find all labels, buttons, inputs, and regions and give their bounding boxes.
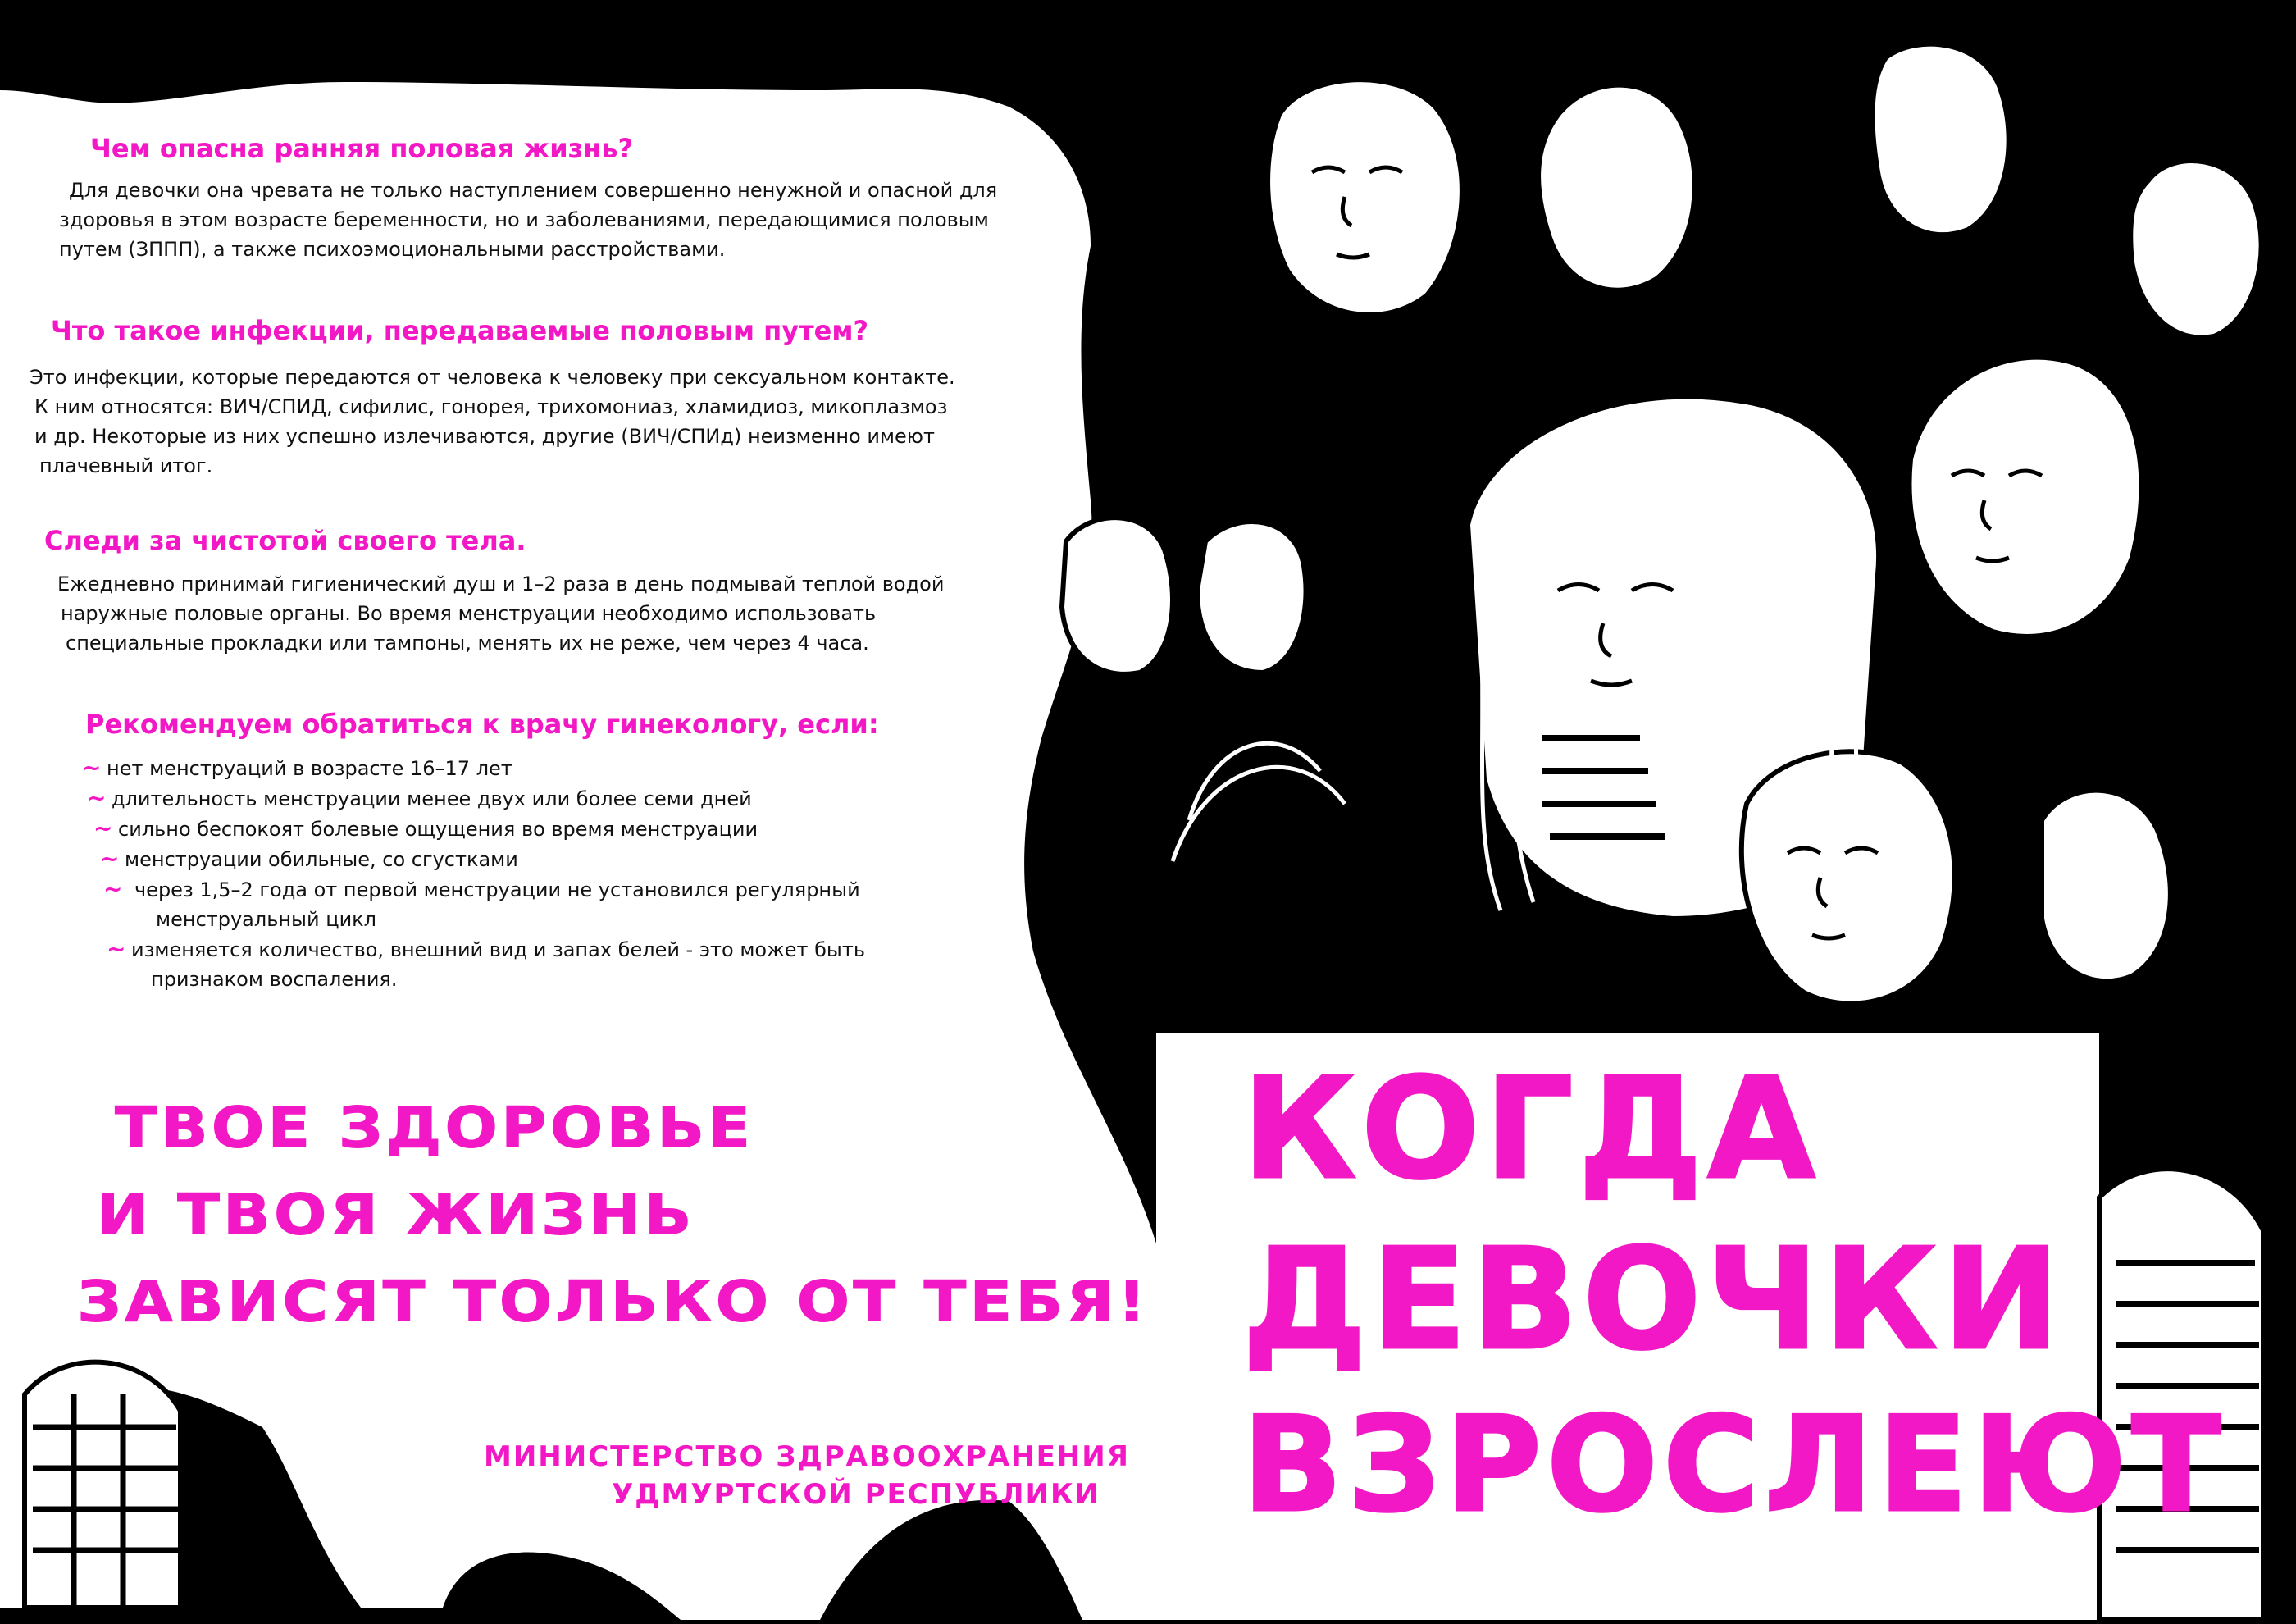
- cover-title-line-3: ВЗРОСЛЕЮТ: [1242, 1388, 2226, 1541]
- recommend-item: [82, 814, 984, 844]
- cover-title-line-1: КОГДА: [1242, 1048, 1820, 1211]
- recommend-list: [82, 753, 984, 994]
- tilde-bullet-icon: ~: [93, 814, 113, 842]
- recommend-item: [82, 753, 984, 783]
- section-title-sti: Что такое инфекции, передаваемые половым путем?: [51, 315, 869, 346]
- paragraph-line: плачевный итог.: [39, 454, 213, 477]
- paragraph-line: К ним относятся: ВИЧ/СПИД, сифилис, гонорея, трихомониаз, хламидиоз, микоплазмоз: [34, 395, 948, 418]
- paragraph-line: Ежедневно принимай гигиенический душ и 1–2 раза в день подмывай теплой водой: [57, 573, 945, 595]
- recommend-item: [82, 934, 984, 994]
- section-title-early-sex: Чем опасна ранняя половая жизнь?: [90, 133, 634, 164]
- recommend-item: [82, 874, 984, 934]
- ministry-line-2: УДМУРТСКОЙ РЕСПУБЛИКИ: [612, 1478, 1100, 1511]
- tilde-bullet-icon: ~: [82, 754, 102, 781]
- paragraph-line: Для девочки она чревата не только наступлением совершенно ненужной и опасной для: [69, 179, 998, 202]
- paragraph-hygiene: [57, 569, 944, 658]
- tilde-bullet-icon: ~: [100, 845, 120, 872]
- ministry-line-1: МИНИСТЕРСТВО ЗДРАВООХРАНЕНИЯ: [484, 1440, 1130, 1473]
- tilde-bullet-icon: ~: [107, 935, 126, 962]
- section-title-recommend: Рекомендуем обратиться к врачу гинекологу, если:: [85, 709, 879, 740]
- recommend-line: сильно беспокоят болевые ощущения во время менструации: [118, 818, 758, 841]
- cover-title-line-2: ДЕВОЧКИ: [1242, 1219, 2065, 1381]
- paragraph-early-sex: [59, 176, 997, 264]
- paragraph-line: здоровья в этом возрасте беременности, но и заболеваниями, передающимися половым: [59, 208, 989, 231]
- recommend-line: менструации обильные, со сгустками: [125, 848, 518, 871]
- recommend-line: менструальный цикл: [156, 908, 377, 931]
- tilde-bullet-icon: ~: [87, 784, 107, 811]
- recommend-item: [82, 783, 984, 814]
- recommend-line: нет менструаций в возрасте 16–17 лет: [107, 757, 512, 780]
- recommend-item: [82, 844, 984, 874]
- recommend-line: изменяется количество, внешний вид и запах белей - это может быть: [131, 938, 865, 961]
- recommend-line: через 1,5–2 года от первой менструации не установился регулярный: [134, 878, 860, 901]
- slogan-line-2: И ТВОЯ ЖИЗНЬ: [97, 1181, 695, 1248]
- paragraph-line: путем (ЗППП), а также психоэмоциональными расстройствами.: [59, 238, 726, 261]
- paragraph-line: наружные половые органы. Во время менструации необходимо использовать: [61, 602, 877, 625]
- recommend-line: длительность менструации менее двух или более семи дней: [112, 787, 752, 810]
- paragraph-line: специальные прокладки или тампоны, менять их не реже, чем через 4 часа.: [66, 632, 869, 655]
- slogan-line-1: ТВОЕ ЗДОРОВЬЕ: [115, 1094, 754, 1161]
- paragraph-line: и др. Некоторые из них успешно излечиваются, другие (ВИЧ/СПИд) неизменно имеют: [34, 425, 935, 448]
- tilde-bullet-icon: ~: [103, 875, 123, 902]
- paragraph-sti: [30, 363, 955, 481]
- section-title-hygiene: Следи за чистотой своего тела.: [44, 525, 526, 556]
- paragraph-line: Это инфекции, которые передаются от человека к человеку при сексуальном контакте.: [30, 366, 955, 389]
- slogan-line-3: ЗАВИСЯТ ТОЛЬКО ОТ ТЕБЯ!: [77, 1268, 1150, 1334]
- recommend-line: признаком воспаления.: [151, 968, 398, 991]
